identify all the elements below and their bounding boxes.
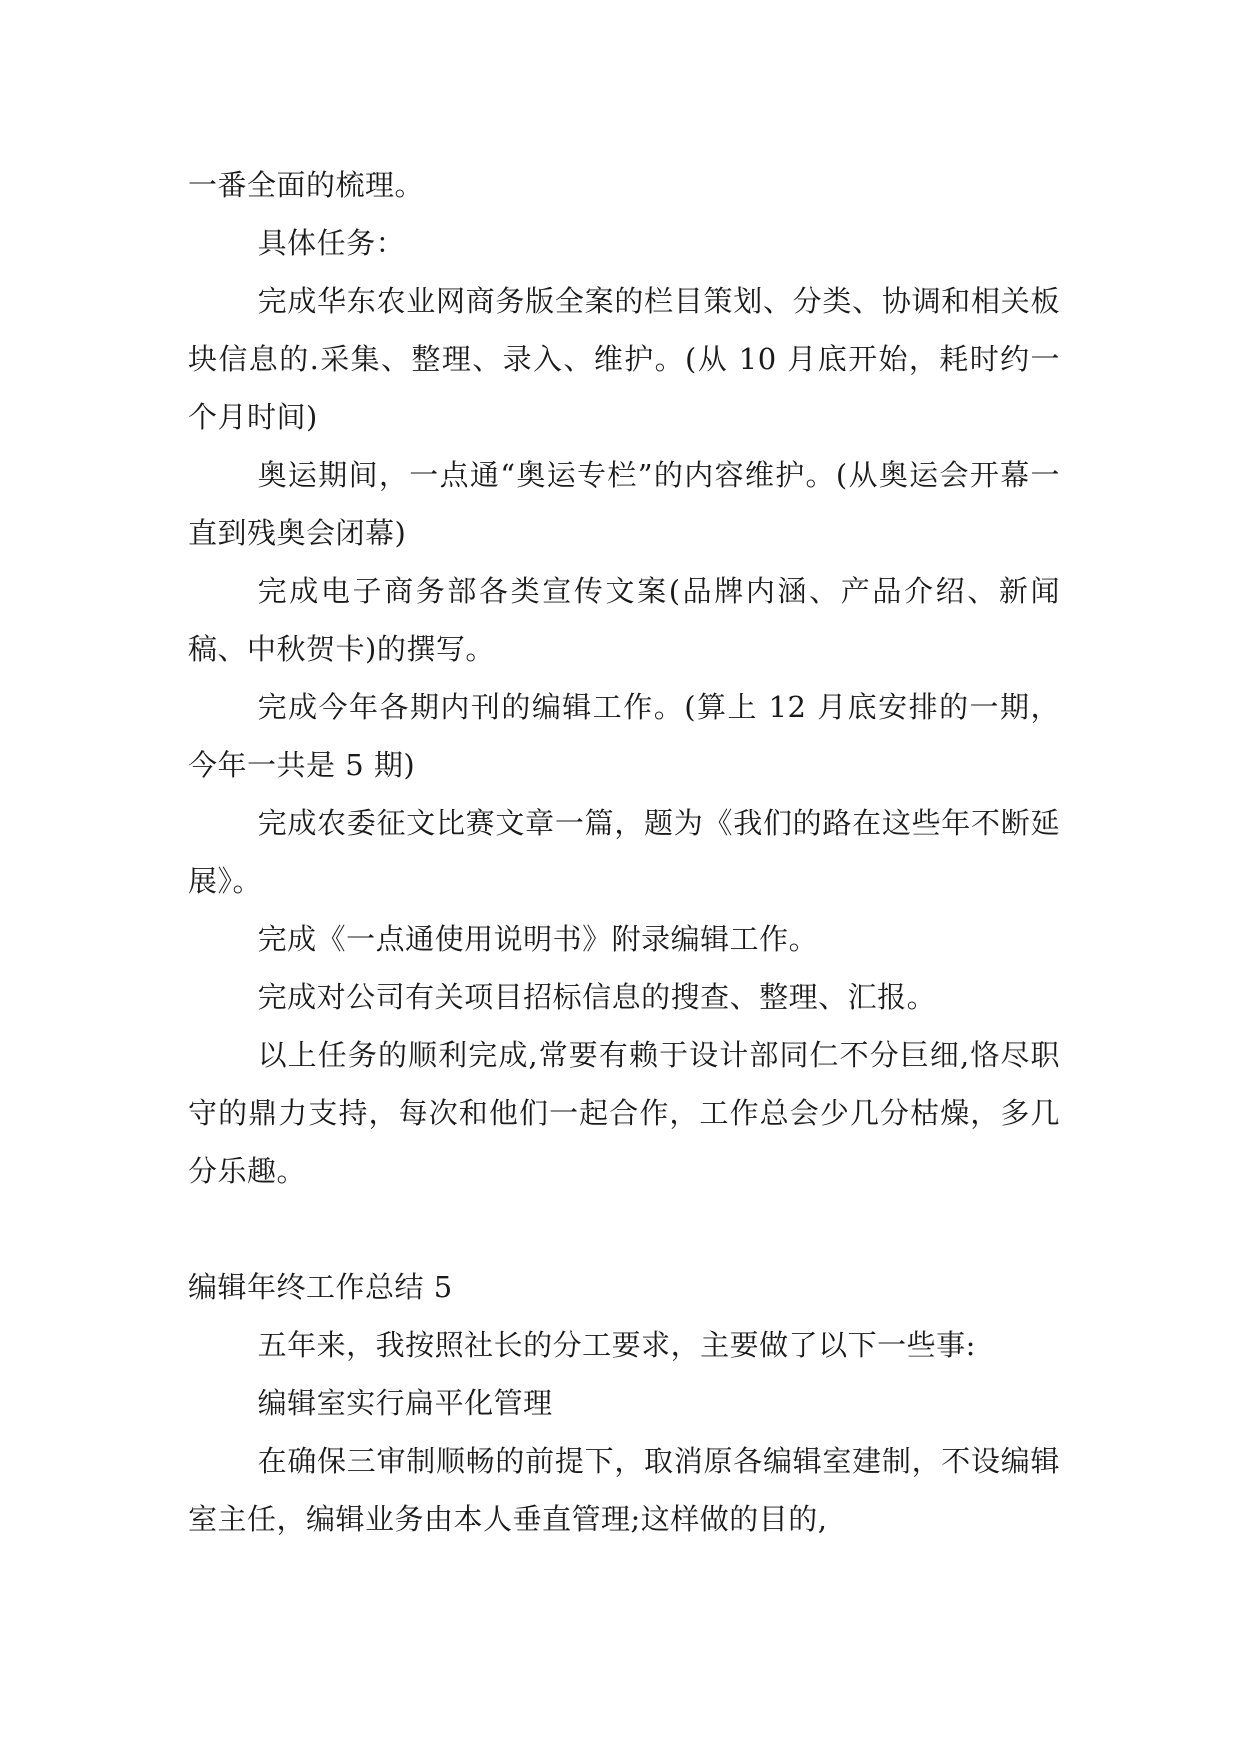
paragraph: 完成华东农业网商务版全案的栏目策划、分类、协调和相关板块信息的.采集、整理、录入、维护。(从 10 月底开始，耗时约一个月时间) (188, 284, 1060, 434)
paragraph-list-before (188, 156, 1060, 1200)
paragraph: 完成《一点通使用说明书》附录编辑工作。 (257, 922, 819, 956)
paragraph: 五年来，我按照社长的分工要求，主要做了以下一些事: (257, 1328, 976, 1362)
paragraph: 完成今年各期内刊的编辑工作。(算上 12 月底安排的一期，今年一共是 5 期) (188, 690, 1060, 782)
paragraph: 具体任务： (257, 226, 406, 260)
paragraph: 完成农委征文比赛文章一篇，题为《我们的路在这些年不断延展》。 (188, 806, 1060, 898)
paragraph: 一番全面的梳理。 (188, 168, 425, 202)
paragraph: 以上任务的顺利完成,常要有赖于设计部同仁不分巨细,恪尽职守的鼎力支持，每次和他们一起合作，工作总会少几分枯燥，多几分乐趣。 (188, 1038, 1060, 1188)
paragraph: 完成电子商务部各类宣传文案(品牌内涵、产品介绍、新闻稿、中秋贺卡)的撰写。 (188, 574, 1060, 666)
paragraph-list-after (188, 1316, 1060, 1548)
paragraph: 编辑室实行扁平化管理 (257, 1386, 553, 1420)
paragraph: 在确保三审制顺畅的前提下，取消原各编辑室建制，不设编辑室主任，编辑业务由本人垂直管理;这样做的目的, (188, 1444, 1060, 1536)
document-body (188, 156, 1060, 1548)
paragraph: 完成对公司有关项目招标信息的搜查、整理、汇报。 (257, 980, 937, 1014)
section-title: 编辑年终工作总结 5 (188, 1270, 453, 1304)
paragraph: 奥运期间，一点通“奥运专栏”的内容维护。(从奥运会开幕一直到残奥会闭幕) (188, 458, 1060, 550)
